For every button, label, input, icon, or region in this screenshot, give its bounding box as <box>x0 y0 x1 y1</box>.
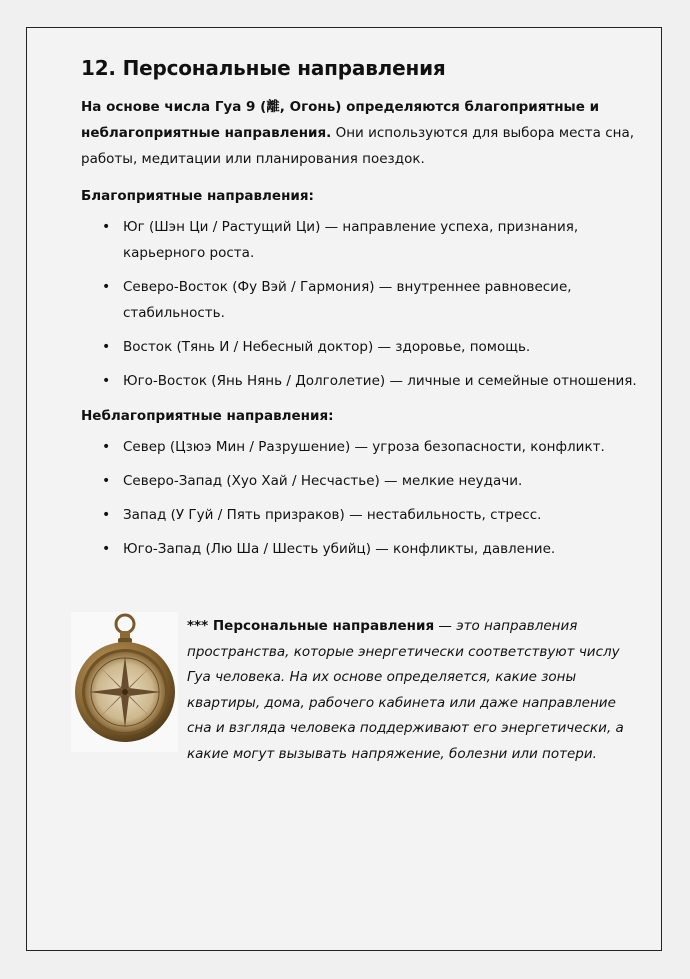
list-item: • Юго-Запад (Лю Ша / Шесть убийц) — конфликты, давление. <box>81 536 641 562</box>
favorable-list <box>81 214 641 394</box>
bullet: • <box>102 541 111 557</box>
section-content <box>81 52 641 570</box>
bullet: • <box>102 339 111 355</box>
note-prefix: *** Персональные направления <box>187 618 435 634</box>
bullet: • <box>102 507 111 523</box>
intro-bold: На основе числа Гуа 9 (離, Огонь) определяются благоприятные и неблагоприятные направления. <box>81 99 600 141</box>
list-item: • Юго-Восток (Янь Нянь / Долголетие) — личные и семейные отношения. <box>81 368 641 394</box>
bullet: • <box>102 473 111 489</box>
bullet: • <box>102 373 111 389</box>
page-title: 12. Персональные направления <box>81 56 446 80</box>
bullet: • <box>102 219 111 235</box>
intro-rest: Они используются для выбора места сна, работы, медитации или планирования поездок. <box>81 125 635 167</box>
compass-illustration <box>71 612 178 752</box>
bullet: • <box>102 279 111 295</box>
list-item: • Юг (Шэн Ци / Растущий Ци) — направление успеха, признания, карьерного роста. <box>81 214 641 266</box>
list-item: • Северо-Запад (Хуо Хай / Несчастье) — мелкие неудачи. <box>81 468 641 494</box>
note-block <box>71 612 651 762</box>
unfavorable-heading: Неблагоприятные направления: <box>81 408 334 424</box>
list-item: • Северо-Восток (Фу Вэй / Гармония) — внутреннее равновесие, стабильность. <box>81 274 641 326</box>
unfavorable-list <box>81 434 641 562</box>
list-item: • Запад (У Гуй / Пять призраков) — нестабильность, стресс. <box>81 502 641 528</box>
document-page <box>26 27 662 951</box>
compass-icon <box>71 612 178 752</box>
intro-paragraph <box>81 94 641 172</box>
list-item: • Восток (Тянь И / Небесный доктор) — здоровье, помощь. <box>81 334 641 360</box>
note-body: — это направления пространства, которые энергетически соответствуют числу Гуа человека. На их основе определяется, какие зоны квартиры, дома, рабочего кабинета или даже направление сна и взгляда человека поддерживают его энергетически, а какие могут вызывать напряжение, болезни или потери. <box>187 618 624 762</box>
note-text <box>187 614 637 767</box>
list-item: • Север (Цзюэ Мин / Разрушение) — угроза безопасности, конфликт. <box>81 434 641 460</box>
bullet: • <box>102 439 111 455</box>
favorable-heading: Благоприятные направления: <box>81 188 314 204</box>
